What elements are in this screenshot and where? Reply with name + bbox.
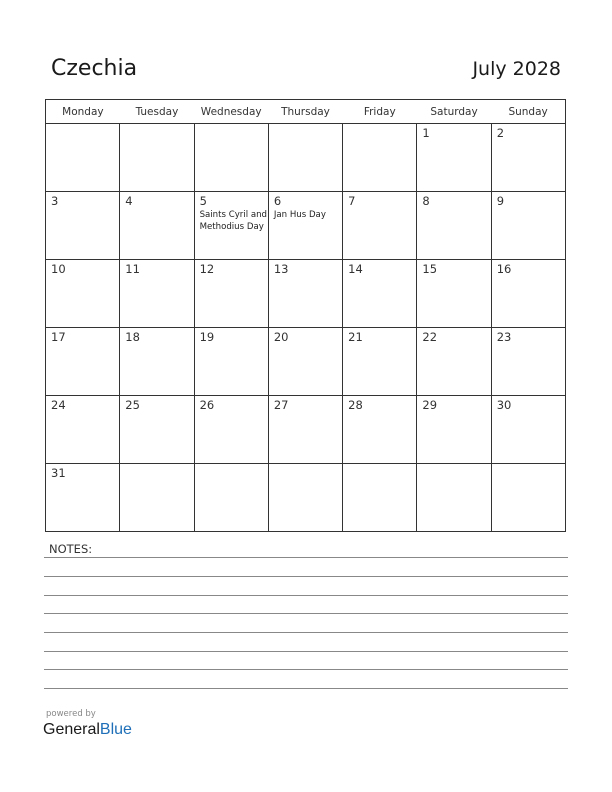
day-cell [120,464,194,532]
day-number: 31 [51,466,66,480]
day-cell [194,192,268,260]
day-cell [417,464,491,532]
week-row [46,396,566,464]
weekday-header: Saturday [417,100,491,124]
day-number: 18 [125,330,140,344]
day-number: 14 [348,262,363,276]
day-cell [343,396,417,464]
day-cell [268,260,342,328]
note-line [44,688,568,689]
day-number: 4 [125,194,133,208]
day-cell [343,328,417,396]
day-number: 22 [422,330,438,344]
day-cell [268,464,342,532]
day-cell [120,328,194,396]
note-line [44,613,568,614]
weekday-header-row [46,100,566,124]
day-number: 12 [199,262,215,276]
day-number: 6 [273,194,282,208]
day-number: 17 [51,330,66,344]
day-cell [120,124,194,192]
day-cell [194,328,268,396]
month-year-title: July 2028 [472,58,561,80]
day-number: 13 [273,262,289,276]
day-cell [417,124,491,192]
day-cell [194,260,268,328]
weekday-header: Tuesday [120,100,194,124]
calendar-grid [45,99,566,532]
day-cell [268,192,342,260]
day-number: 15 [422,262,438,276]
day-cell [491,192,565,260]
day-cell [46,464,120,532]
day-cell [46,396,120,464]
day-number: 25 [125,398,140,412]
note-line [44,576,568,577]
note-line [44,669,568,670]
day-cell [417,260,491,328]
day-cell [120,396,194,464]
week-row [46,192,566,260]
note-line [44,557,568,558]
day-cell [268,328,342,396]
day-number: 26 [199,398,215,412]
brand-logo [43,721,132,739]
day-number: 16 [496,262,512,276]
note-line [44,632,568,633]
day-cell [491,260,565,328]
week-row [46,328,566,396]
day-cell [194,124,268,192]
day-number: 2 [496,126,505,140]
weekday-header: Sunday [491,100,565,124]
day-number: 9 [496,194,505,208]
brand-name-general: General [43,721,100,738]
day-cell [417,328,491,396]
weekday-header: Wednesday [194,100,268,124]
day-number: 24 [51,398,66,412]
day-cell [343,464,417,532]
day-cell [120,192,194,260]
brand-name-blue: Blue [99,721,132,738]
day-cell [268,124,342,192]
day-number: 23 [496,330,512,344]
day-number: 8 [422,194,430,208]
holiday-label: Saints Cyril and Methodius Day [199,210,267,232]
day-cell [194,464,268,532]
day-cell [491,124,565,192]
week-row [46,260,566,328]
day-cell [120,260,194,328]
day-number: 11 [125,262,140,276]
day-cell [343,124,417,192]
note-line [44,651,568,652]
day-number: 27 [273,398,289,412]
weekday-header: Thursday [268,100,342,124]
day-cell [268,396,342,464]
notes-label: NOTES: [49,542,93,556]
day-number: 19 [199,330,215,344]
day-number: 21 [348,330,363,344]
day-number: 5 [199,194,207,208]
holiday-label: Jan Hus Day [273,210,326,220]
day-cell [491,396,565,464]
day-number: 20 [273,330,289,344]
day-cell [417,192,491,260]
weekday-header: Monday [46,100,120,124]
day-number: 1 [422,126,430,140]
day-cell [46,124,120,192]
day-number: 28 [348,398,363,412]
day-number: 10 [51,262,66,276]
note-line [44,595,568,596]
day-number: 29 [422,398,438,412]
day-number: 3 [51,194,59,208]
day-cell [46,192,120,260]
week-row [46,124,566,192]
country-title: Czechia [51,56,138,81]
weekday-header: Friday [343,100,417,124]
week-row [46,464,566,532]
day-cell [46,260,120,328]
day-cell [417,396,491,464]
day-cell [491,464,565,532]
powered-by-text: powered by [46,709,96,719]
day-number: 30 [496,398,512,412]
day-cell [491,328,565,396]
day-number: 7 [348,194,356,208]
day-cell [46,328,120,396]
day-cell [343,260,417,328]
day-cell [194,396,268,464]
day-cell [343,192,417,260]
